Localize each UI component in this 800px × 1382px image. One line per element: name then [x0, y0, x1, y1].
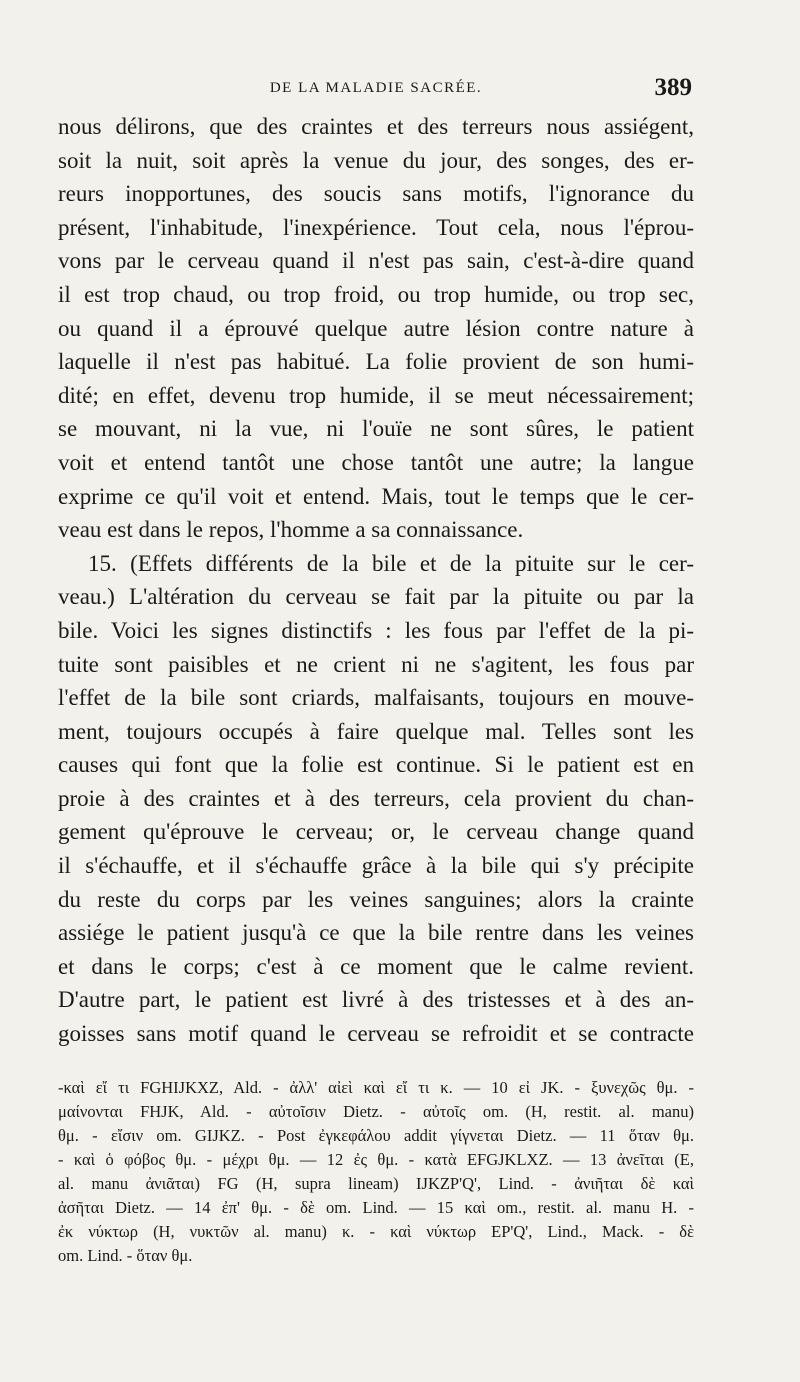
- footnote-line: om. Lind. - ὅταν θμ.: [58, 1246, 193, 1265]
- text-line: assiége le patient jusqu'à ce que la bile rentre dans les veines: [58, 920, 694, 946]
- text-line: gement qu'éprouve le cerveau; or, le cerveau change quand: [58, 819, 694, 845]
- main-text: [58, 110, 694, 1051]
- footnote-line: μαίνονται FHJK, Ald. - αὐτοῖσιν Dietz. - αὐτοῖς om. (H, restit. al. manu): [58, 1102, 694, 1121]
- text-line: laquelle il n'est pas habitué. La folie provient de son humi-: [58, 349, 694, 375]
- text-line: il s'échauffe, et il s'échauffe grâce à la bile qui s'y précipite: [58, 853, 694, 879]
- text-line: il est trop chaud, ou trop froid, ou trop humide, ou trop sec,: [58, 281, 694, 307]
- text-line: reurs inopportunes, des soucis sans motifs, l'ignorance du: [58, 181, 694, 207]
- text-line: goisses sans motif quand le cerveau se refroidit et se contracte: [58, 1021, 694, 1047]
- text-line: soit la nuit, soit après la venue du jour, des songes, des er-: [58, 147, 694, 173]
- text-line: ou quand il a éprouvé quelque autre lésion contre nature à: [58, 315, 694, 341]
- text-line: et dans le corps; c'est à ce moment que le calme revient.: [58, 953, 694, 979]
- footnote-line: -καὶ εἴ τι FGHIJKXZ, Ald. - ἀλλ' αἰεὶ καὶ εἴ τι κ. — 10 εἰ JK. - ξυνεχῶς θμ. -: [58, 1078, 694, 1097]
- footnote-line: al. manu ἀνιᾶται) FG (H, supra lineam) IJKZP'Q', Lind. - ἀνιῆται δὲ καὶ: [58, 1174, 694, 1193]
- text-line: exprime ce qu'il voit et entend. Mais, tout le temps que le cer-: [58, 483, 694, 509]
- text-line: dité; en effet, devenu trop humide, il se meut nécessairement;: [58, 382, 694, 408]
- footnote-line: - καὶ ὁ φόβος θμ. - μέχρι θμ. — 12 ἐς θμ. - κατὰ EFGJKLXZ. — 13 ἀνεῖται (E,: [58, 1150, 694, 1169]
- running-head: DE LA MALADIE SACRÉE.: [269, 80, 483, 96]
- text-line: du reste du corps par les veines sanguines; alors la crainte: [58, 886, 694, 912]
- text-line: ment, toujours occupés à faire quelque mal. Telles sont les: [58, 718, 694, 744]
- text-line: l'effet de la bile sont criards, malfaisants, toujours en mouve-: [58, 685, 694, 711]
- footnotes: [58, 1076, 694, 1268]
- text-line: veau.) L'altération du cerveau se fait par la pituite ou par la: [58, 584, 694, 610]
- text-line: bile. Voici les signes distinctifs : les fous par l'effet de la pi-: [58, 617, 694, 643]
- text-line: vons par le cerveau quand il n'est pas sain, c'est-à-dire quand: [58, 248, 694, 274]
- text-line: tuite sont paisibles et ne crient ni ne s'agitent, les fous par: [58, 651, 694, 677]
- footnote-line: ἐκ νύκτωρ (H, νυκτῶν al. manu) κ. - καὶ νύκτωρ EP'Q', Lind., Mack. - δὲ: [58, 1222, 694, 1241]
- text-line: causes qui font que la folie est continue. Si le patient est en: [58, 752, 694, 778]
- text-line: D'autre part, le patient est livré à des tristesses et à des an-: [58, 987, 694, 1013]
- text-line: veau est dans le repos, l'homme a sa connaissance.: [58, 517, 524, 543]
- text-line: voit et entend tantôt une chose tantôt une autre; la langue: [58, 449, 694, 475]
- text-line: proie à des craintes et à des terreurs, cela provient du chan-: [58, 785, 694, 811]
- page-number: 389: [654, 74, 692, 101]
- footnote-line: ἀσῆται Dietz. — 14 ἐπ' θμ. - δὲ om. Lind. — 15 καὶ om., restit. al. manu H. -: [58, 1198, 694, 1217]
- page-header: [58, 76, 694, 106]
- section-heading-line: 15. (Effets différents de la bile et de la pituite sur le cer-: [88, 550, 694, 576]
- footnote-line: θμ. - εἴσιν om. GIJKZ. - Post ἐγκεφάλου addit γίγνεται Dietz. — 11 ὅταν θμ.: [58, 1126, 694, 1145]
- text-line: présent, l'inhabitude, l'inexpérience. Tout cela, nous l'éprou-: [58, 214, 694, 240]
- text-line: nous délirons, que des craintes et des terreurs nous assiégent,: [58, 114, 694, 139]
- text-line: se mouvant, ni la vue, ni l'ouïe ne sont sûres, le patient: [58, 416, 694, 442]
